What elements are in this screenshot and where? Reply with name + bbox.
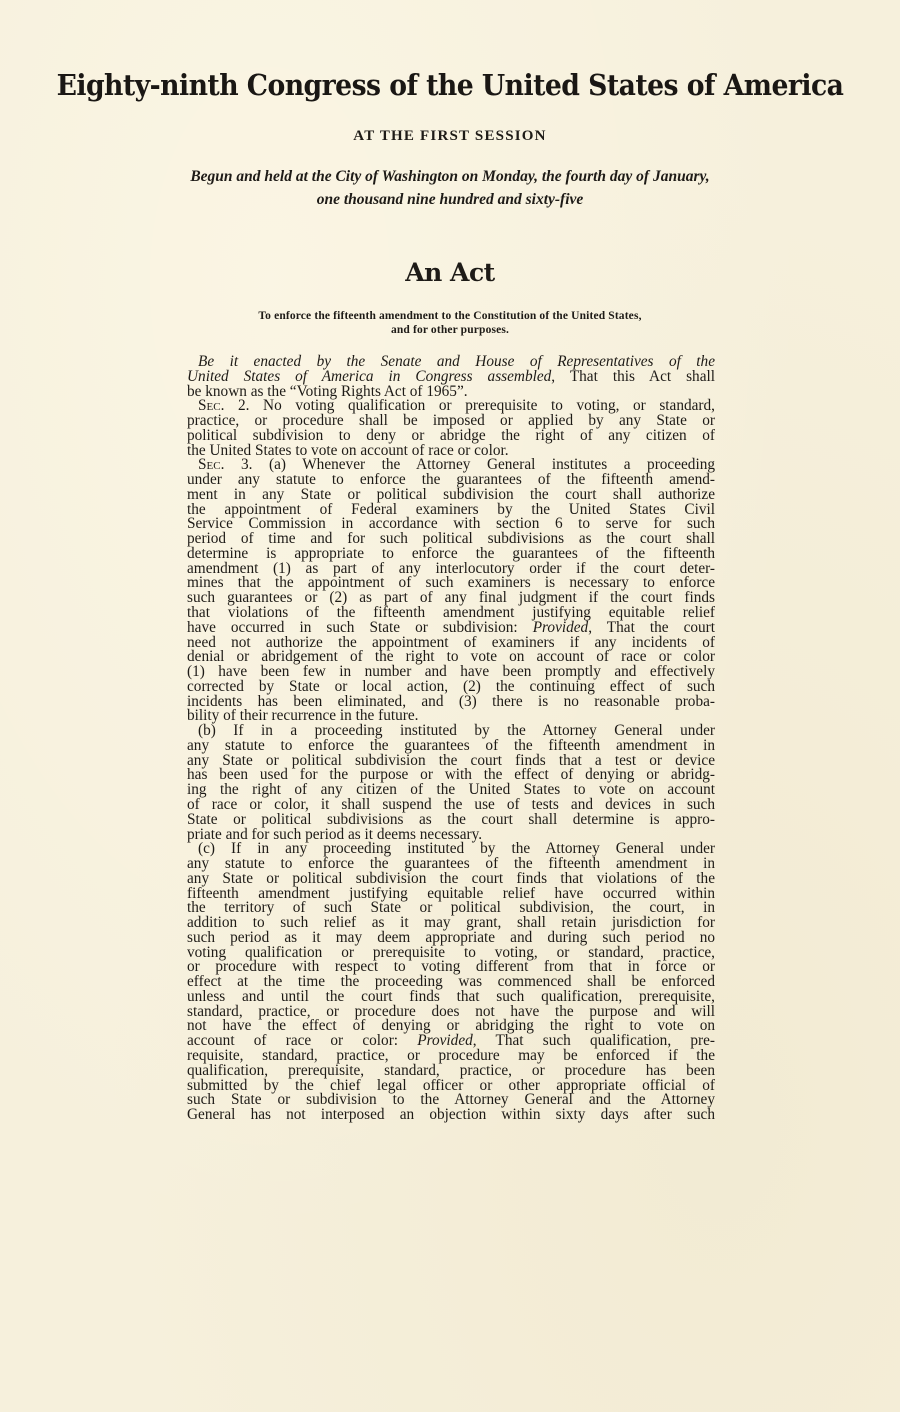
text-line: or procedure with respect to voting different from that in force or — [187, 958, 715, 976]
section-3a — [187, 458, 715, 724]
section-2 — [187, 399, 715, 458]
text-line: period of time and for such political subdivisions as the court shall — [187, 530, 715, 548]
section-3b — [187, 724, 715, 842]
text-line: General has not interposed an objection within sixty days after such — [187, 1106, 715, 1124]
text-line: the territory of such State or political subdivision, the court, in — [187, 899, 715, 917]
text-line: (1) have been few in number and have been promptly and effectively — [187, 663, 715, 681]
text-line: under any statute to enforce the guarantees of the fifteenth amend- — [187, 471, 715, 489]
section-label: Sec. 3. — [198, 456, 253, 474]
text-line: (c) If in any proceeding instituted by the Attorney General under — [198, 840, 715, 858]
line-text: (a) Whenever the Attorney General institutes a proceeding — [252, 456, 715, 474]
provided-italic: Provided — [417, 1032, 473, 1050]
text-line: priate and for such period as it deems necessary. — [187, 825, 483, 843]
enacting-italic: United States of America in Congress assembled — [187, 367, 552, 385]
provided-italic: Provided — [532, 618, 589, 636]
text-line: ment in any State or political subdivision the court shall authorize — [187, 485, 715, 503]
session-heading: AT THE FIRST SESSION — [353, 128, 547, 144]
text-line: that violations of the fifteenth amendment justifying equitable relief — [187, 604, 715, 622]
text-line: incidents has been eliminated, and (3) there is no reasonable proba- — [187, 692, 715, 710]
begun-and-held-statement — [0, 165, 900, 211]
begun-line-2: one thousand nine hundred and sixty-five — [316, 191, 584, 208]
text-line: bility of their recurrence in the future. — [187, 707, 419, 725]
text-line: corrected by State or local action, (2) the continuing effect of such — [187, 677, 715, 695]
text-line: any statute to enforce the guarantees of the fifteenth amendment in — [187, 736, 715, 754]
text-line: submitted by the chief legal officer or other appropriate official of — [187, 1076, 715, 1094]
text-line: any statute to enforce the guarantees of the fifteenth amendment in — [187, 855, 715, 873]
text-line: has been used for the purpose or with the effect of denying or abridg- — [187, 766, 715, 784]
text-line: such guarantees or (2) as part of any final judgment if the court finds — [187, 589, 715, 607]
purpose-line-1: To enforce the fifteenth amendment to the Constitution of the United States, — [258, 310, 642, 322]
line-text: , That the court — [588, 618, 716, 636]
text-line: mines that the appointment of such examiners is necessary to enforce — [187, 574, 715, 592]
section-label: Sec. 2. — [198, 397, 250, 415]
text-line: (b) If in a proceeding instituted by the Attorney General under — [198, 722, 715, 740]
text-line: need not authorize the appointment of examiners if any incidents of — [187, 633, 715, 651]
line-text: , That such qualification, pre- — [472, 1032, 715, 1050]
text-line: qualification, prerequisite, standard, practice, or procedure has been — [187, 1061, 715, 1079]
text-line: amendment (1) as part of any interlocutory order if the court deter- — [187, 559, 715, 577]
text-line: the appointment of Federal examiners by the United States Civil — [187, 500, 715, 518]
text-line: such period as it may deem appropriate and during such period no — [187, 928, 715, 946]
text-line: denial or abridgement of the right to vote on account of race or color — [187, 648, 715, 666]
text-line: determine is appropriate to enforce the guarantees of the fifteenth — [187, 544, 715, 562]
short-title: be known as the “Voting Rights Act of 1965”. — [187, 382, 468, 400]
purpose-line-2: and for other purposes. — [390, 324, 510, 336]
text-line: fifteenth amendment justifying equitable relief have occurred within — [187, 884, 715, 902]
text-line: of race or color, it shall suspend the use of tests and devices in such — [187, 795, 715, 813]
text-line: effect at the time the proceeding was commenced shall be enforced — [187, 973, 715, 991]
text-line: unless and until the court finds that such qualification, prerequisite, — [187, 987, 715, 1005]
line-text: No voting qualification or prerequisite to voting, or standard, — [249, 397, 715, 415]
line-text: have occurred in such State or subdivision: — [187, 618, 533, 636]
text-line: the United States to vote on account of race or color. — [187, 441, 509, 459]
text-line: standard, practice, or procedure does not have the purpose and will — [187, 1002, 715, 1020]
act-purpose — [0, 309, 900, 337]
congress-title: Eighty-ninth Congress of the United States of America — [56, 68, 844, 102]
text-line: ing the right of any citizen of the United States to vote on account — [187, 781, 715, 799]
text-line: any State or political subdivision the court finds that a test or device — [187, 751, 715, 769]
text-line: voting qualification or prerequisite to voting, or standard, practice, — [187, 943, 715, 961]
act-body — [187, 355, 715, 1123]
text-line: such State or subdivision to the Attorney General and the Attorney — [187, 1091, 715, 1109]
text-line: any State or political subdivision the court finds that violations of the — [187, 869, 715, 887]
enacting-clause — [187, 355, 715, 399]
begun-line-1: Begun and held at the City of Washington on Monday, the fourth day of January, — [190, 168, 710, 185]
text-line: political subdivision to deny or abridge the right of any citizen of — [187, 426, 715, 444]
enacting-roman: , That this Act shall — [551, 367, 715, 385]
act-title: An Act — [405, 258, 495, 287]
text-line: State or political subdivisions as the court shall determine is appro- — [187, 810, 715, 828]
text-line: requisite, standard, practice, or procedure may be enforced if the — [187, 1046, 715, 1064]
text-line: Service Commission in accordance with section 6 to serve for such — [187, 515, 715, 533]
text-line: not have the effect of denying or abridging the right to vote on — [187, 1017, 715, 1035]
line-text: account of race or color: — [187, 1032, 418, 1050]
section-3c — [187, 842, 715, 1123]
enacting-italic: Be it enacted by the Senate and House of Representatives of the — [198, 353, 715, 370]
text-line: addition to such relief as it may grant, shall retain jurisdiction for — [187, 914, 715, 932]
text-line: practice, or procedure shall be imposed or applied by any State or — [187, 412, 715, 430]
